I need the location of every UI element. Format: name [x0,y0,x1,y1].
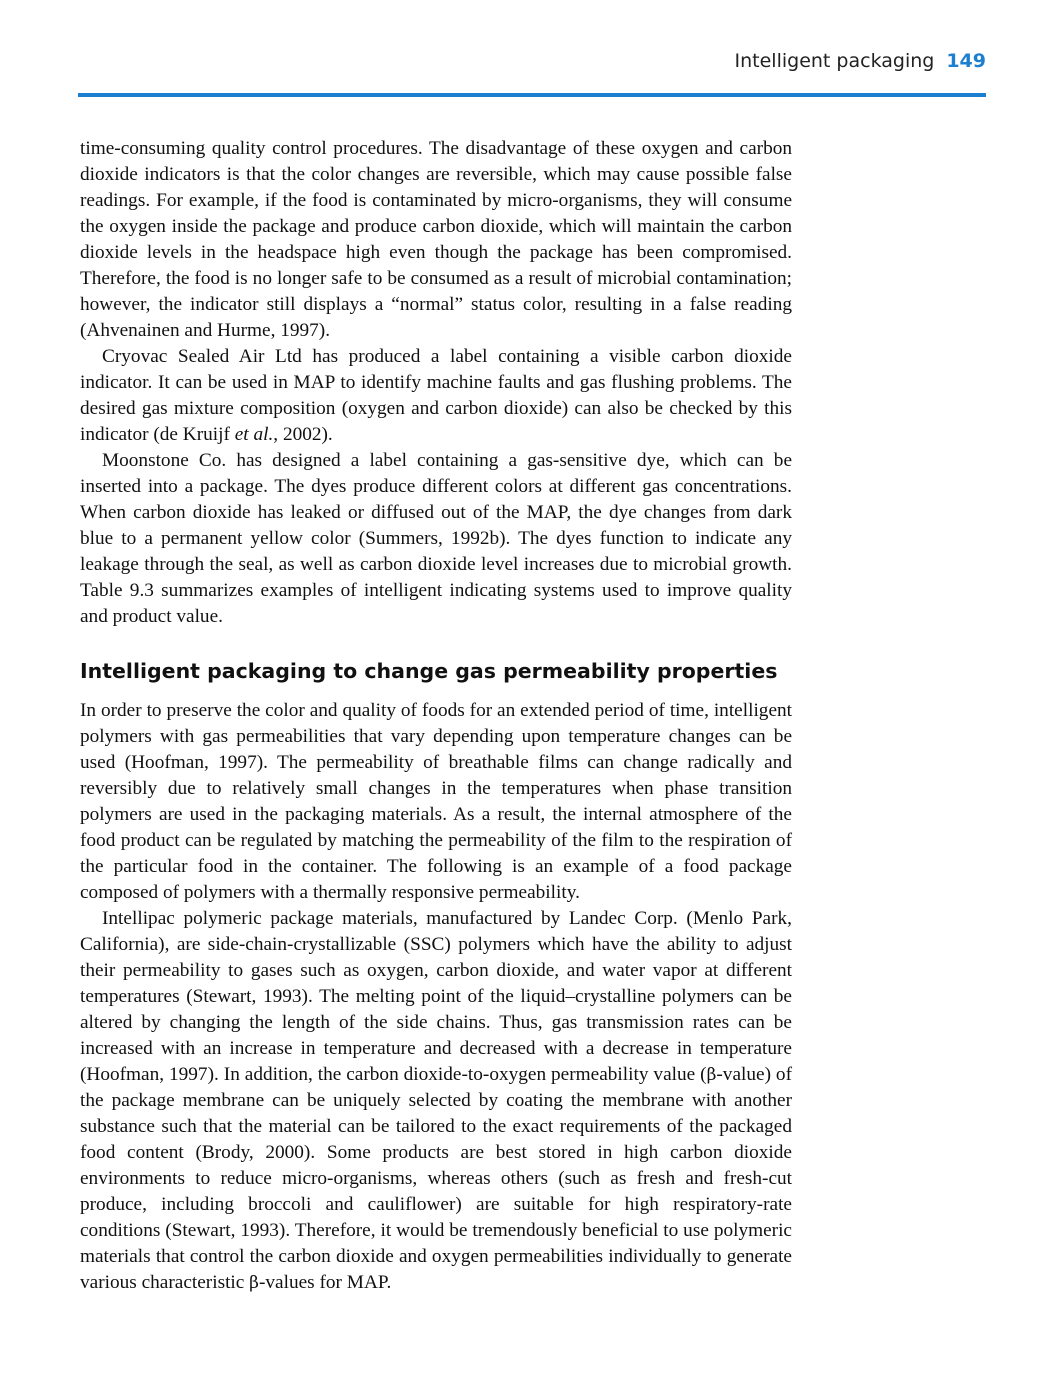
paragraph: time-consuming quality control procedures. The disadvantage of these oxygen and carbon dioxide indicators is that the color changes are reversible, which may cause possible false readings. For example, if the food is contaminated by micro-organisms, they will consume the oxygen inside the package and produce carbon dioxide, which will maintain the carbon dioxide levels in the headspace high even though the package has been compromised. Therefore, the food is no longer safe to be consumed as a result of microbial contamination; however, the indicator still displays a “normal” status color, resulting in a false reading (Ahvenainen and Hurme, 1997). [80,138,792,341]
text-run: -values for MAP. [259,1272,392,1293]
text-run: , 2002). [273,424,333,445]
beta-symbol: β [706,1065,717,1085]
paragraph [80,906,792,1296]
section-heading: Intelligent packaging to change gas permeability properties [80,659,778,683]
body-text [80,136,792,1296]
beta-symbol: β [249,1273,259,1293]
text-run: -value) of the package membrane can be uniquely selected by coating the membrane with another substance such that the material can be tailored to the exact requirements of the packaged food content (Brody, 2000). Some products are best stored in high carbon dioxide environments to reduce micro-organisms, whereas others (such as fresh and fresh-cut produce, including broccoli and cauliflower) are suitable for high respiratory-rate conditions (Stewart, 1993). Therefore, it would be tremendously beneficial to use polymeric materials that control the carbon dioxide and oxygen permeabilities individually to generate various characteristic [80,1064,792,1293]
running-title: Intelligent packaging [734,50,935,72]
running-header [735,50,986,72]
paragraph: Moonstone Co. has designed a label containing a gas-sensitive dye, which can be inserted into a package. The dyes produce different colors at different gas concentrations. When carbon dioxide has leaked or diffused out of the MAP, the dye changes from dark blue to a permanent yellow color (Summers, 1992b). The dyes function to indicate any leakage through the seal, as well as carbon dioxide level increases due to microbial growth. Table 9.3 summarizes examples of intelligent indicating systems used to improve quality and product value. [80,450,792,627]
paragraph: In order to preserve the color and quality of foods for an extended period of time, intelligent polymers with gas permeabilities that vary depending upon temperature changes can be used (Hoofman, 1997). The permeability of breathable films can change radically and reversibly due to relatively small changes in the temperatures when phase transition polymers are used in the packaging materials. As a result, the internal atmosphere of the food product can be regulated by matching the permeability of the film to the respiration of the particular food in the container. The following is an example of a food package composed of polymers with a thermally responsive permeability. [80,700,792,903]
paragraph [80,344,792,448]
text-run: Intellipac polymeric package materials, manufactured by Landec Corp. (Menlo Park, California), are side-chain-crystallizable (SSC) polymers which have the ability to adjust their permeability to gases such as oxygen, carbon dioxide, and water vapor at different temperatures (Stewart, 1993). The melting point of the liquid–crystalline polymers can be altered by changing the length of the side chains. Thus, gas transmission rates can be increased with an increase in temperature and decreased with a decrease in temperature (Hoofman, 1997). In addition, the carbon dioxide-to-oxygen permeability value ( [80,908,792,1085]
et-al-italic: et al. [234,424,274,445]
header-rule [78,93,986,97]
page-number: 149 [946,50,986,72]
text-run: Cryovac Sealed Air Ltd has produced a label containing a visible carbon dioxide indicator. It can be used in MAP to identify machine faults and gas flushing problems. The desired gas mixture composition (oxygen and carbon dioxide) can also be checked by this indicator (de Kruijf [80,346,792,445]
